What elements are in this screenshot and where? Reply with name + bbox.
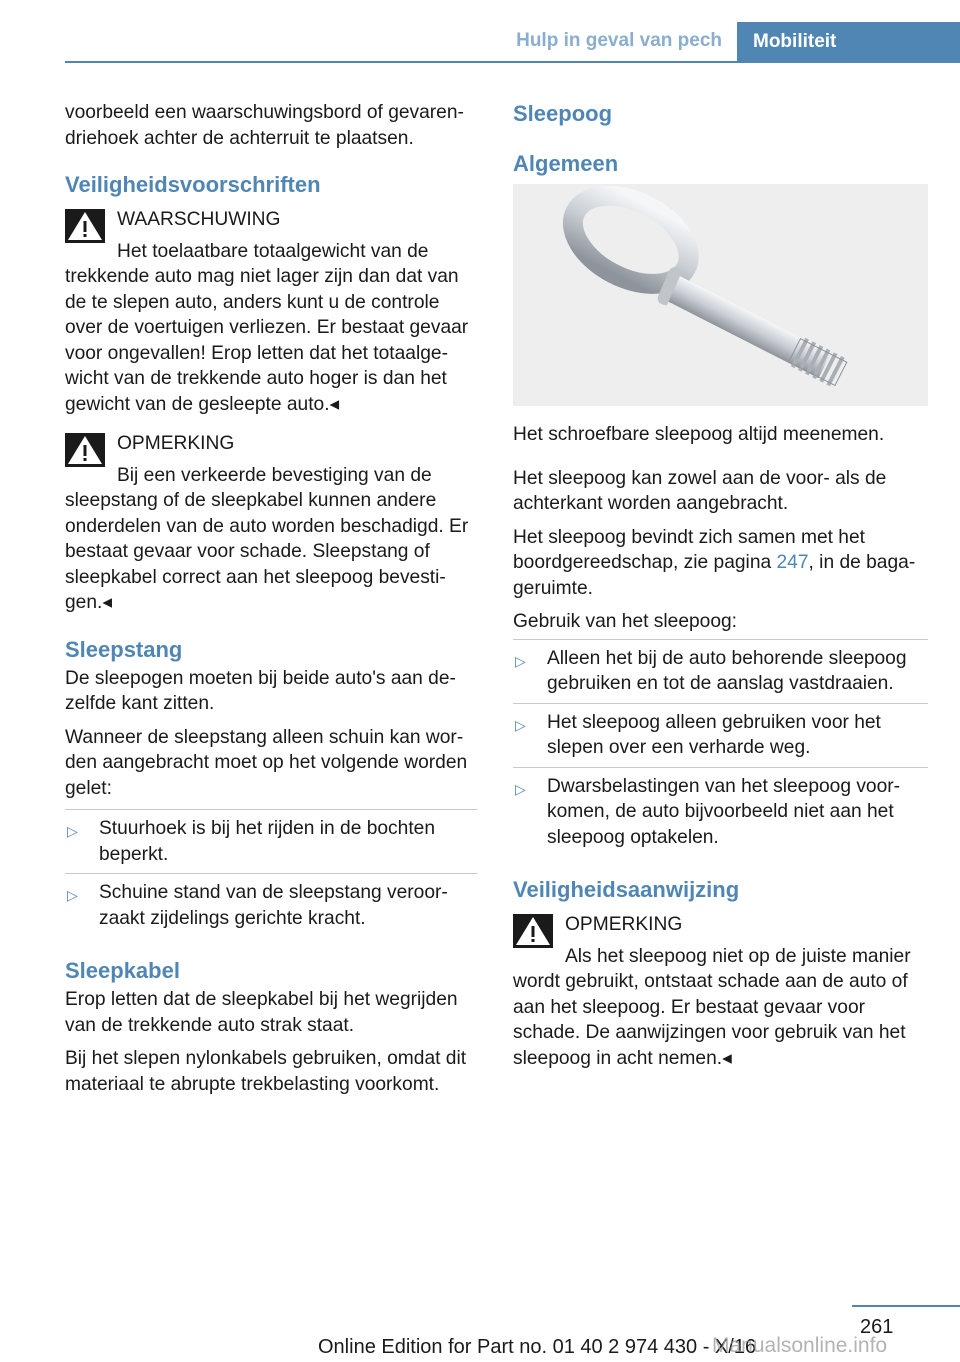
list-item: ▷ Schuine stand van de sleepstang veroorzaakt zijdelings gerichte kracht.: [65, 873, 477, 937]
note-block: [513, 912, 928, 1071]
tow-eye-figure: [513, 184, 928, 406]
section-breadcrumb[interactable]: Hulp in geval van pech: [516, 30, 722, 51]
page-header: [0, 0, 960, 62]
cable-paragraph-1: Erop letten dat de sleepkabel bij het wegrijden van de trekkende auto strak staat.: [65, 989, 458, 1036]
list-item: ▷ Het sleepoog alleen gebruiken voor het slepen over een verharde weg.: [513, 703, 928, 767]
warning-triangle-icon: [65, 209, 105, 243]
tow-eye-illustration: [513, 184, 928, 406]
tow-eye-paragraph-3: Gebruik van het sleepoog:: [513, 611, 738, 632]
towbar-paragraph-2: Wanneer de sleepstang alleen schuin kan worden aangebracht moet op het volgende worden gelet:: [65, 726, 468, 799]
safety-heading: Veiligheidsvoorschriften: [65, 172, 321, 197]
note-title: OPMERKING: [565, 914, 683, 935]
towbar-paragraph-1: De sleepogen moeten bij beide auto's aan dezelfde kant zitten.: [65, 667, 456, 714]
warning-triangle-icon: [513, 914, 553, 948]
list-item: ▷ Alleen het bij de auto behorende sleepoog gebruiken en tot de aanslag vastdraaien.: [513, 639, 928, 703]
note-title: OPMERKING: [117, 433, 235, 454]
right-column: [513, 100, 928, 1085]
page-number: 261: [860, 1316, 894, 1338]
towbar-heading: Sleepstang: [65, 636, 183, 662]
cable-paragraph-2: Bij het slepen nylonkabels gebruiken, omdat dit materiaal te abrupte trekbelasting voorkomt.: [65, 1048, 467, 1095]
triangle-bullet-icon: ▷: [67, 887, 78, 903]
warning-block: [65, 207, 477, 417]
triangle-bullet-icon: ▷: [515, 780, 526, 797]
triangle-bullet-icon: ▷: [67, 823, 78, 839]
watermark: Manualsonline.info: [712, 1334, 888, 1357]
tow-eye-heading: Sleepoog: [513, 101, 613, 126]
triangle-bullet-icon: ▷: [515, 716, 526, 733]
list-item: ▷ Dwarsbelastingen van het sleepoog voorkomen, de auto bijvoorbeeld niet aan het sleepoog optakelen.: [513, 767, 928, 857]
page-link[interactable]: 247: [776, 552, 809, 573]
tow-eye-bullet-list: [513, 639, 928, 857]
note-text: Als het sleepoog niet op de juiste manier wordt gebruikt, ontstaat schade aan de auto of aan het sleepoog. Er bestaat gevaar voor schade. De aanwijzingen voor gebruik van het sleepoog in acht nemen.◂: [513, 945, 911, 1069]
tow-eye-paragraph-2: Het sleepoog bevindt zich samen met het boordgereedschap, zie pagina 247, in de bagageruimte.: [513, 526, 916, 599]
tow-eye-paragraph-1: Het sleepoog kan zowel aan de voor- als de achterkant worden aangebracht.: [513, 467, 887, 514]
footer-rule: [852, 1305, 960, 1307]
intro-paragraph: voorbeeld een waarschuwingsbord of gevarendriehoek achter de achterruit te plaatsen.: [65, 102, 464, 149]
warning-title: WAARSCHUWING: [117, 209, 281, 230]
towbar-bullet-list: [65, 809, 477, 937]
note-block: [65, 431, 477, 616]
cable-heading: Sleepkabel: [65, 958, 180, 983]
chapter-tab[interactable]: Mobiliteit: [737, 22, 960, 62]
left-column: [65, 100, 477, 1105]
list-item: ▷ Stuurhoek is bij het rijden in de bochten beperkt.: [65, 809, 477, 873]
warning-triangle-icon: [65, 433, 105, 467]
note-text: Bij een verkeerde bevestiging van de sleepstang of de sleepkabel kunnen andere onderdelen van de auto worden beschadigd. Er bestaat gevaar voor schade. Sleepstang of sleepkabel correct aan het sleepoog bevestigen.◂: [65, 464, 469, 613]
triangle-bullet-icon: ▷: [515, 652, 526, 669]
edition-footer: Online Edition for Part no. 01 40 2 974 430 - X/16: [318, 1336, 757, 1358]
header-rule: [65, 61, 960, 63]
figure-caption: Het schroefbare sleepoog altijd meenemen.: [513, 424, 885, 445]
general-heading: Algemeen: [513, 151, 619, 176]
warning-text: Het toelaatbare totaalgewicht van de trekkende auto mag niet lager zijn dan dat van de te slepen auto, anders kunt u de controle over de voertuigen verliezen. Er bestaat gevaar voor ongevallen! Erop letten dat het totaalgewicht van de trekkende auto hoger is dan het gewicht van de gesleepte auto.◂: [65, 240, 469, 415]
safety-note-heading: Veiligheidsaanwijzing: [513, 877, 740, 902]
